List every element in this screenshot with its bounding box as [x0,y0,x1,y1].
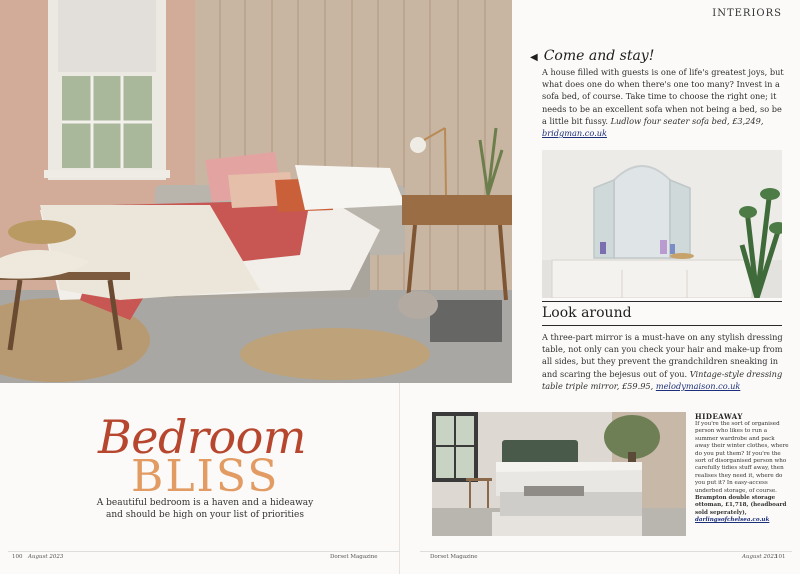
right-magazine-name: Dorset Magazine [430,554,478,560]
look-around-credit: Vintage-style dressing table triple mirror, £59.95, [542,368,783,391]
look-around-rule-bottom [542,325,782,326]
sofa-bed-photo [0,0,512,383]
left-issue-date: August 2023 [28,554,64,560]
come-and-stay-paragraph: A house filled with guests is one of life's greatest joys, but what does one do when there's one too many? Invest in a sofa bed, of course. Take time to choose the right one; it needs to be an excellent sofa when not being a bed, so be a little bit fussy. [542,67,784,126]
hideaway-title: HIDEAWAY [695,412,743,421]
come-and-stay-body [542,66,784,139]
triangle-left-icon: ◀ [530,52,538,63]
look-around-heading: Look around [542,305,632,321]
come-and-stay-credit: Ludlow four seater sofa bed, £3,249, [610,115,764,126]
hideaway-credit: Brampton double storage ottoman, £1,718, (headboard sold seperately), [695,495,787,516]
left-page-number: 100 [12,554,23,560]
come-and-stay-heading [530,48,654,64]
bedroom-bliss-subtitle: A beautiful bedroom is a haven and a hideaway and should be high on your list of priorities [96,498,314,520]
bridgman-link[interactable]: bridgman.co.uk [542,128,607,139]
look-around-body [542,331,784,392]
look-around-paragraph: A three-part mirror is a must-have on any stylish dressing table, not only can you check your hair and make-up from all sides, but they prevent the grandchildren sneaking in and scaring the bejesus out of you. [542,332,783,379]
left-magazine-name: Dorset Magazine [330,554,378,560]
hideaway-paragraph: If you're the sort of organised person who likes to run a summer wardrobe and pack away their winter clothes, where do you put them? If you're the sort of disorganised person who carefully tidies stuff away, then realises they need it, where do you put it? In easy-access underbed storage, of course. [695,421,789,494]
bedroom-title: Bedroom [98,410,306,464]
come-and-stay-title: Come and stay! [543,48,655,64]
section-label: INTERIORS [712,8,782,19]
right-issue-date: August 2023 [742,554,778,560]
melodymaison-link[interactable]: melodymaison.co.uk [655,380,741,391]
hideaway-body [695,421,790,525]
dressing-mirror-photo [542,150,782,298]
footer-rule-right [420,551,792,552]
right-page-number: 101 [775,554,786,560]
ottoman-bed-photo [432,412,686,536]
bliss-title: BLISS [131,451,280,502]
footer-rule-left [8,551,400,552]
look-around-rule-top [542,301,782,302]
darlingsofchelsea-link[interactable]: darlingsofchelsea.co.uk [695,517,770,524]
page-gutter [399,383,400,574]
